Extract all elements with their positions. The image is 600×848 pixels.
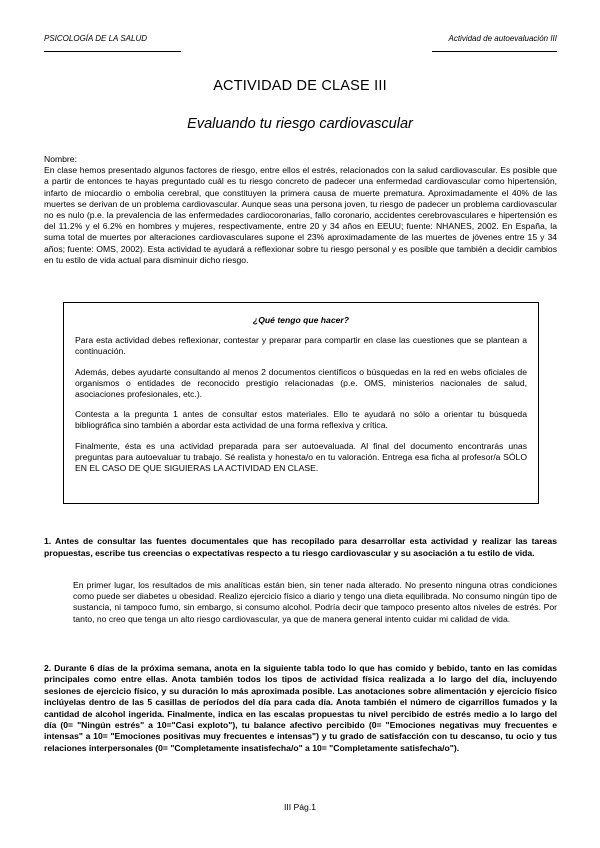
instructions-paragraph: Contesta a la pregunta 1 antes de consultar estos materiales. Ello te ayudará no sólo a orientar tu búsqueda bibliográfica sino también a abordar esta actividad de una forma reflexiva y crítica. [75,409,527,431]
header-course-name: PSICOLOGÍA DE LA SALUD [44,34,147,43]
page-title: ACTIVIDAD DE CLASE III [213,78,387,94]
header-rule-left [44,51,181,52]
instructions-box [63,302,539,504]
instructions-paragraph: Además, debes ayudarte consultando al menos 2 documentos científicos o búsquedas en la red en webs oficiales de organismos o entidades de reconocido prestigio relacionadas (p.e. OMS, ministerios nacionales de salud, asociaciones profesionales, etc.). [75,366,527,400]
instructions-title: ¿Qué tengo que hacer? [253,315,349,325]
question-2: 2. Durante 6 días de la próxima semana, anota en la siguiente tabla todo lo que has comido y bebido, tanto en las comidas principales como entre ellas. Anota también todos los tipos de actividad física realizada a lo largo del día, incluyendo sesiones de ejercicio físico, y su duración lo más aproximada posible. Las anotaciones sobre alimentación y ejercicio físico inclúyelas dentro de las 5 casillas de períodos del día para cada día. Anota también el número de cigarrillos fumados y la cantidad de alcohol ingerida. Finalmente, indica en las escalas propuestas tu nivel percibido de estrés medio a lo largo del día (0= "Ningún estrés" a 10="Casi exploto"), tu balance afectivo percibido (0= "Emociones negativas muy frecuentes e intensas" a 10= "Emociones positivas muy frecuentes e intensas") y tu grado de satisfacción con tu descanso, tu ocio y tus relaciones interpersonales (0= "Completamente insatisfecha/o" a 10= "Completamente satisfecha/o"). [44,663,557,753]
intro-section [44,154,557,266]
question-1: 1. Antes de consultar las fuentes documentales que has recopilado para desarrollar esta actividad y realizar las tareas propuestas, escribe tus creencias o expectativas respecto a tu riesgo cardiovascular y su asociación a tu estilo de vida. [44,536,557,558]
header-rule-right [432,51,557,52]
page-subtitle: Evaluando tu riesgo cardiovascular [187,116,413,132]
instructions-paragraph: Para esta actividad debes reflexionar, contestar y preparar para compartir en clase las cuestiones que se plantean a continuación. [75,335,527,357]
name-label: Nombre: [44,154,77,164]
header-activity-name: Actividad de autoevaluación III [448,34,557,43]
answer-1: En primer lugar, los resultados de mis analíticas están bien, sin tener nada alterado. No presento ninguna otras condiciones como puede ser diabetes u obesidad. Realizo ejercicio físico a diario y tengo una dieta equilibrada. No consumo ningún tipo de sustancia, ni tampoco fumo, sin embargo, si consumo alcohol. Podría decir que tampoco presento altos niveles de estrés. Por tanto, no creo que tenga un alto riesgo cardiovascular, ya que de manera general intento cuidar mi calidad de vida. [73,580,557,624]
intro-paragraph: En clase hemos presentado algunos factores de riesgo, entre ellos el estrés, relacionados con la salud cardiovascular. Es posible que a partir de entonces te hayas preguntado cuál es tu riesgo concreto de padecer una enfermedad cardiovascular como hipertensión, infarto de miocardio o embolia cerebral, que constituyen la primera causa de muerte prematura. Aproximadamente el 40% de las muertes se derivan de un problema cardiovascular. Aunque seas una persona joven, tu riesgo de padecer un problema cardiovascular no es nulo (p.e. la prevalencia de las enfermedades cardiocoronarias, fallo coronario, accidentes cerebrovasculares e hipertensión es del 11.2% y el 6.2% en hombres y mujeres, respectivamente, entre 20 y 34 años en EEUU; fuente: NHANES, 2002. En España, la suma total de muertes por alteraciones cardiovasculares supone el 23% aproximadamente de las muertes de jóvenes entre 15 y 34 años; fuente: OMS, 2002). Esta actividad te ayudará a reflexionar sobre tu riesgo personal y es posible que también a decidir cambios en tu estilo de vida actual para disminuir dicho riesgo. [44,165,557,265]
page-number: III Pág.1 [283,802,316,812]
instructions-paragraph: Finalmente, ésta es una actividad preparada para ser autoevaluada. Al final del documento encontrarás unas preguntas para autoevaluar tu trabajo. Sé realista y honesta/o en tu valoración. Entrega esa ficha al profesor/a SÓLO EN EL CASO DE QUE SIGUIERAS LA ACTIVIDAD EN CLASE. [75,440,527,474]
